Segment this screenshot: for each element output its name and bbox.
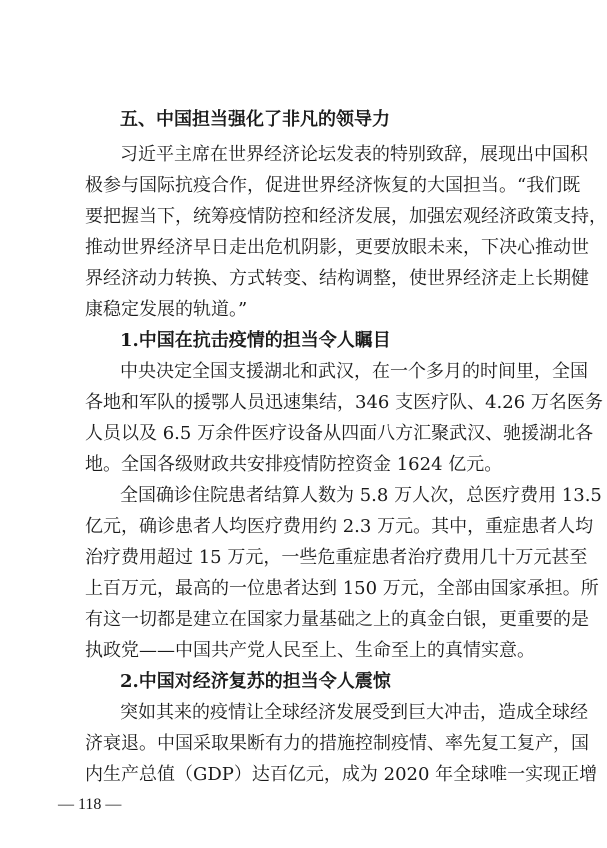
paragraph-line: 有这一切都是建立在国家力量基础之上的真金白银，更重要的是 xyxy=(85,609,589,630)
paragraph-line: 习近平主席在世界经济论坛发表的特别致辞，展现出中国积 xyxy=(120,144,588,165)
subsection-heading-1: 1.中国在抗击疫情的担当令人瞩目 xyxy=(120,330,391,351)
paragraph-line: 执政党——中国共产党人民至上、生命至上的真情实意。 xyxy=(85,640,535,661)
paragraph-line: 中央决定全国支援湖北和武汉，在一个多月的时间里，全国 xyxy=(120,361,588,382)
paragraph-line: 济衰退。中国采取果断有力的措施控制疫情、率先复工复产，国 xyxy=(85,733,589,754)
paragraph-line: 要把握当下，统筹疫情防控和经济发展，加强宏观经济政策支持， xyxy=(85,206,607,227)
paragraph-line: 突如其来的疫情让全球经济发展受到巨大冲击，造成全球经 xyxy=(120,702,588,723)
paragraph-line: 界经济动力转换、方式转变、结构调整，使世界经济走上长期健 xyxy=(85,268,589,289)
paragraph-line: 人员以及 6.5 万余件医疗设备从四面八方汇聚武汉、驰援湖北各 xyxy=(85,423,594,444)
page-number: — 118 — xyxy=(58,796,122,813)
paragraph-line: 亿元，确诊患者人均医疗费用约 2.3 万元。其中，重症患者人均 xyxy=(85,516,594,537)
paragraph-line: 治疗费用超过 15 万元，一些危重症患者治疗费用几十万元甚至 xyxy=(85,547,588,568)
paragraph-line: 上百万元，最高的一位患者达到 150 万元，全部由国家承担。所 xyxy=(85,578,599,599)
paragraph-line: 内生产总值（GDP）达百亿元，成为 2020 年全球唯一实现正增 xyxy=(85,764,598,785)
paragraph-line: 各地和军队的援鄂人员迅速集结，346 支医疗队、4.26 万名医务 xyxy=(85,392,603,413)
paragraph-line: 全国确诊住院患者结算人数为 5.8 万人次，总医疗费用 13.5 xyxy=(120,485,602,506)
subsection-heading-2: 2.中国对经济复苏的担当令人震惊 xyxy=(120,671,391,692)
paragraph-line: 极参与国际抗疫合作，促进世界经济恢复的大国担当。“我们既 xyxy=(85,175,581,196)
section-heading: 五、中国担当强化了非凡的领导力 xyxy=(120,109,390,130)
paragraph-line: 地。全国各级财政共安排疫情防控资金 1624 亿元。 xyxy=(85,454,503,475)
paragraph-line: 康稳定发展的轨道。” xyxy=(85,299,248,320)
paragraph-line: 推动世界经济早日走出危机阴影，更要放眼未来，下决心推动世 xyxy=(85,237,589,258)
